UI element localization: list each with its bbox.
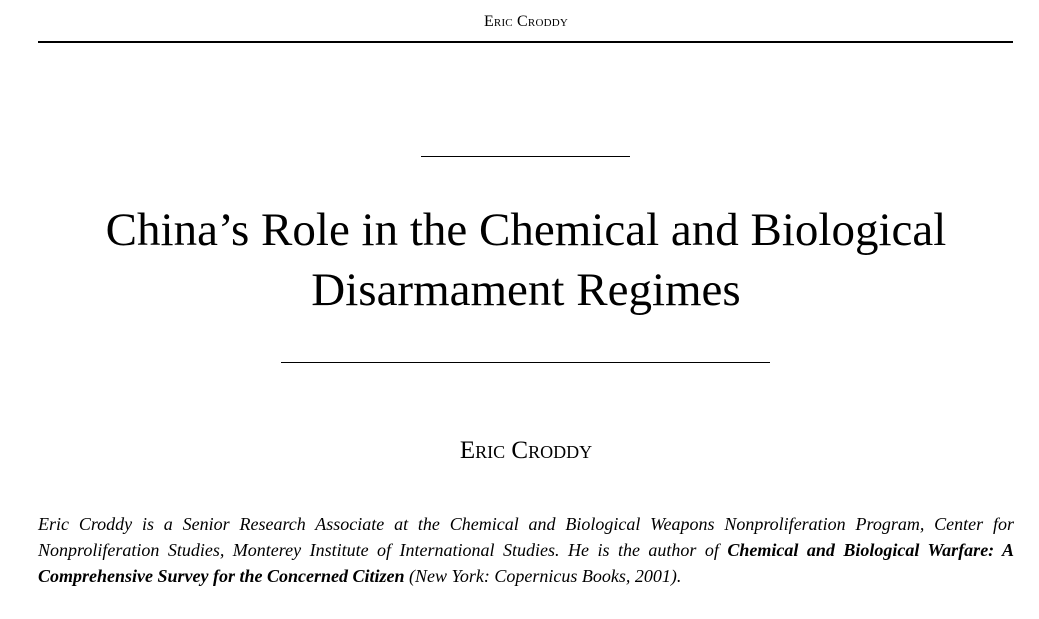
article-title bbox=[0, 200, 1039, 320]
author-name: Eric Croddy bbox=[459, 437, 593, 464]
bio-book-title: Chemical and Biological Warfare: A Comprehensive Survey for the Concerned Citizen bbox=[38, 540, 1014, 586]
title-line-1: China’s Role in the Chemical and Biological bbox=[105, 204, 947, 256]
title-rule-top bbox=[421, 156, 630, 157]
header-rule bbox=[38, 41, 1013, 43]
bio-text-start: Eric Croddy is a Senior Research Associate at the Chemical and Biological Weapons Nonproliferation Program, Center for Nonproliferation Studies, Monterey Institute of International Studies. He is the author of bbox=[38, 514, 1014, 560]
title-line-2: Disarmament Regimes bbox=[311, 264, 741, 316]
author-bio bbox=[38, 511, 1014, 589]
running-head: Eric Croddy bbox=[483, 13, 569, 30]
title-rule-bottom bbox=[281, 362, 770, 363]
bio-text-end: (New York: Copernicus Books, 2001). bbox=[404, 566, 682, 586]
